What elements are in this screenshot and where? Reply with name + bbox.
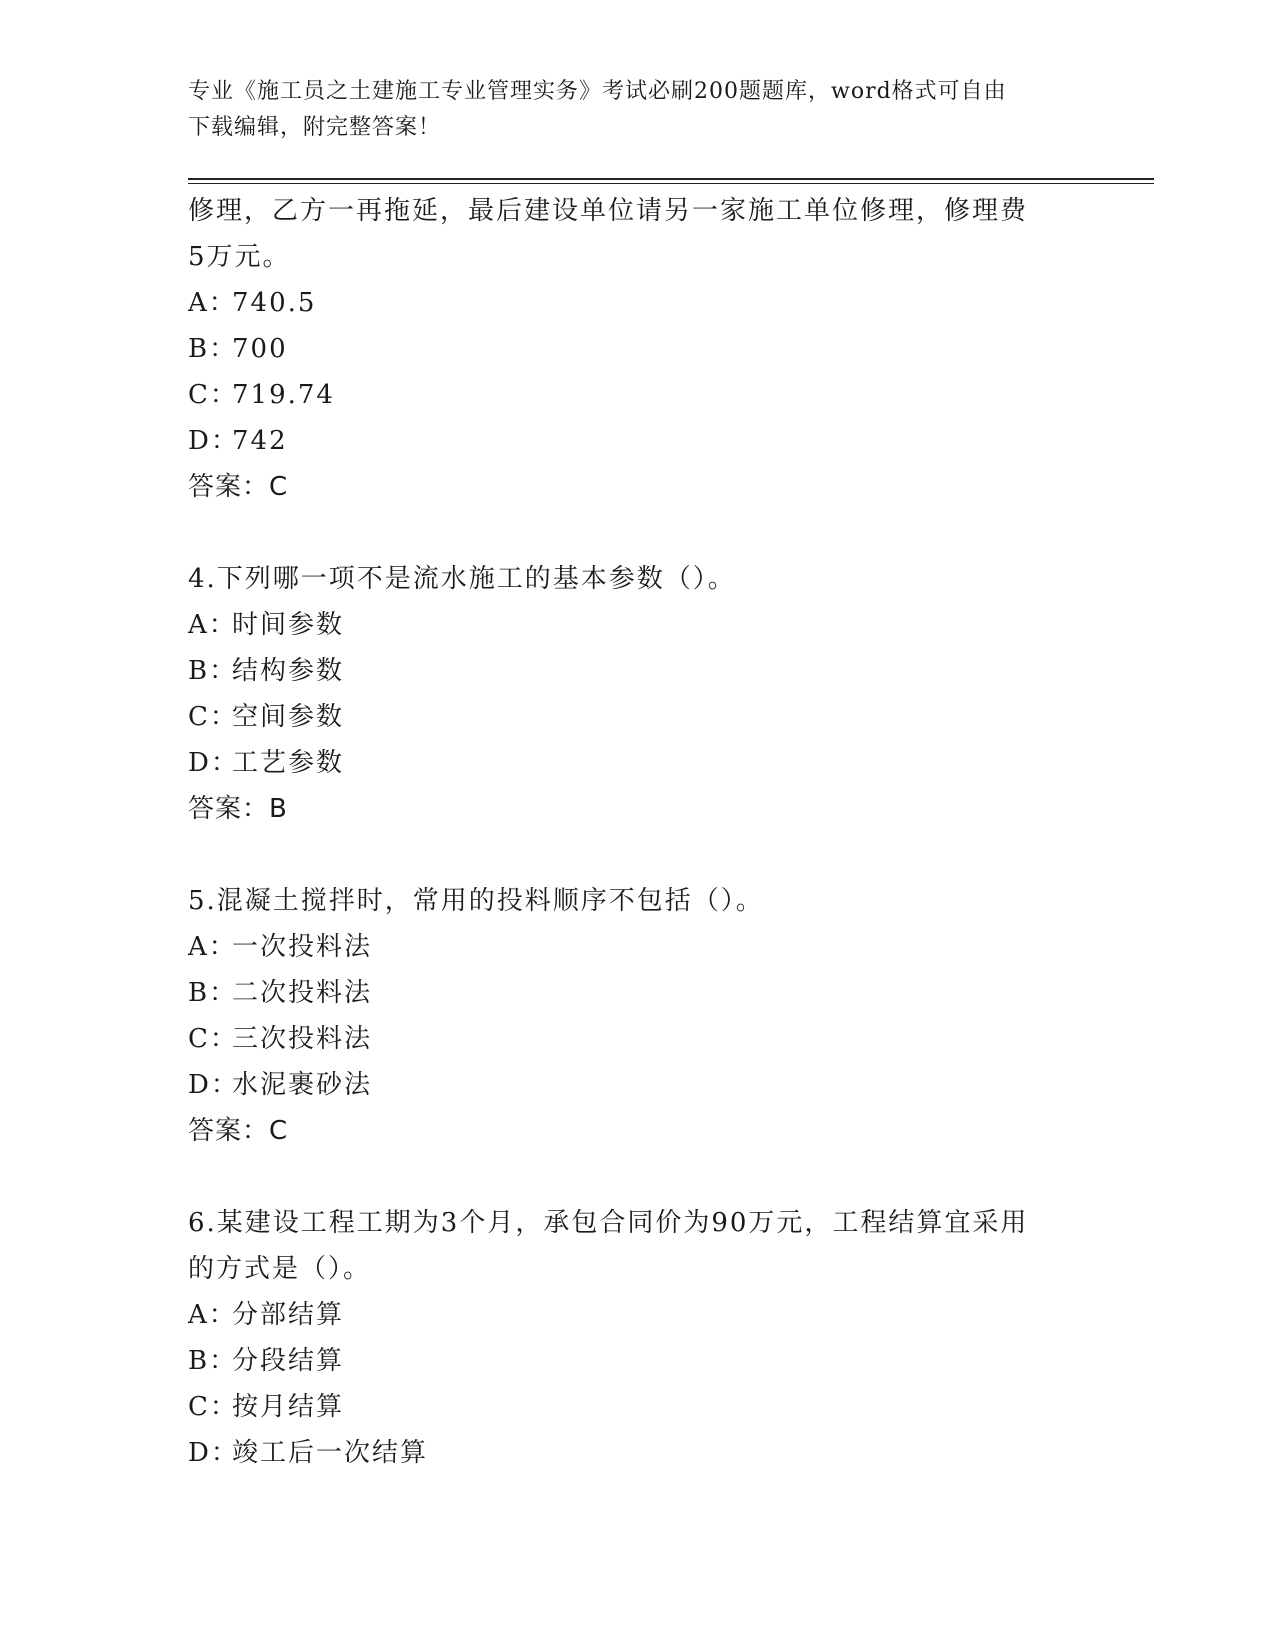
option-d <box>188 418 1088 464</box>
option-text: 分部结算 <box>232 1300 345 1330</box>
option-a <box>188 602 1088 648</box>
option-c <box>188 694 1088 740</box>
question-spacer <box>188 510 1088 556</box>
answer-line: 答案：B <box>188 794 288 824</box>
option-label: C： <box>188 380 238 410</box>
option-text: 三次投料法 <box>232 1024 373 1054</box>
option-label: D： <box>188 1070 239 1100</box>
option-text: 一次投料法 <box>232 932 373 962</box>
option-d <box>188 1062 1088 1108</box>
option-c <box>188 372 1088 418</box>
option-text: 二次投料法 <box>232 978 373 1008</box>
option-label: C： <box>188 702 238 732</box>
page-header <box>188 74 1088 146</box>
option-label: D： <box>188 426 239 456</box>
option-b <box>188 326 1088 372</box>
header-line-2: 下载编辑，附完整答案！ <box>188 115 442 140</box>
option-text: 719.74 <box>232 380 335 410</box>
option-b <box>188 1338 1088 1384</box>
option-text: 700 <box>232 334 288 364</box>
answer-line: 答案：C <box>188 472 289 502</box>
question-stem-line: 5万元。 <box>188 242 291 272</box>
option-text: 时间参数 <box>232 610 345 640</box>
option-text: 按月结算 <box>232 1392 345 1422</box>
question-stem-line: 6.某建设工程工期为3个月，承包合同价为90万元，工程结算宜采用 <box>188 1208 1029 1238</box>
option-label: A： <box>188 932 237 962</box>
option-text: 结构参数 <box>232 656 345 686</box>
option-a <box>188 280 1088 326</box>
option-b <box>188 970 1088 1016</box>
question-6 <box>188 1200 1088 1476</box>
option-label: B： <box>188 978 238 1008</box>
question-3 <box>188 188 1088 510</box>
header-divider-thick <box>188 178 1154 180</box>
option-d <box>188 1430 1088 1476</box>
option-a <box>188 1292 1088 1338</box>
option-label: B： <box>188 334 238 364</box>
option-label: D： <box>188 1438 239 1468</box>
question-stem-line: 修理，乙方一再拖延，最后建设单位请另一家施工单位修理，修理费 <box>188 196 1029 226</box>
option-label: C： <box>188 1024 238 1054</box>
question-spacer <box>188 832 1088 878</box>
option-c <box>188 1384 1088 1430</box>
option-text: 竣工后一次结算 <box>232 1438 429 1468</box>
option-b <box>188 648 1088 694</box>
option-text: 水泥裹砂法 <box>232 1070 373 1100</box>
option-label: A： <box>188 1300 237 1330</box>
question-stem: 4.下列哪一项不是流水施工的基本参数（）。 <box>188 564 736 594</box>
question-spacer <box>188 1154 1088 1200</box>
answer-line: 答案：C <box>188 1116 289 1146</box>
option-text: 分段结算 <box>232 1346 345 1376</box>
option-d <box>188 740 1088 786</box>
question-list <box>188 188 1088 1476</box>
option-text: 742 <box>232 426 288 456</box>
option-label: D： <box>188 748 239 778</box>
header-line-1: 专业《施工员之土建施工专业管理实务》考试必刷200题题库，word格式可自由 <box>188 79 1007 104</box>
option-text: 740.5 <box>232 288 317 318</box>
option-label: B： <box>188 1346 238 1376</box>
question-5 <box>188 878 1088 1154</box>
option-text: 工艺参数 <box>232 748 345 778</box>
question-stem: 5.混凝土搅拌时，常用的投料顺序不包括（）。 <box>188 886 764 916</box>
header-divider-thin <box>188 183 1154 184</box>
option-a <box>188 924 1088 970</box>
option-label: A： <box>188 288 237 318</box>
question-stem-line: 的方式是（）。 <box>188 1254 372 1284</box>
option-label: A： <box>188 610 237 640</box>
option-label: B： <box>188 656 238 686</box>
option-c <box>188 1016 1088 1062</box>
question-4 <box>188 556 1088 832</box>
option-text: 空间参数 <box>232 702 345 732</box>
option-label: C： <box>188 1392 238 1422</box>
